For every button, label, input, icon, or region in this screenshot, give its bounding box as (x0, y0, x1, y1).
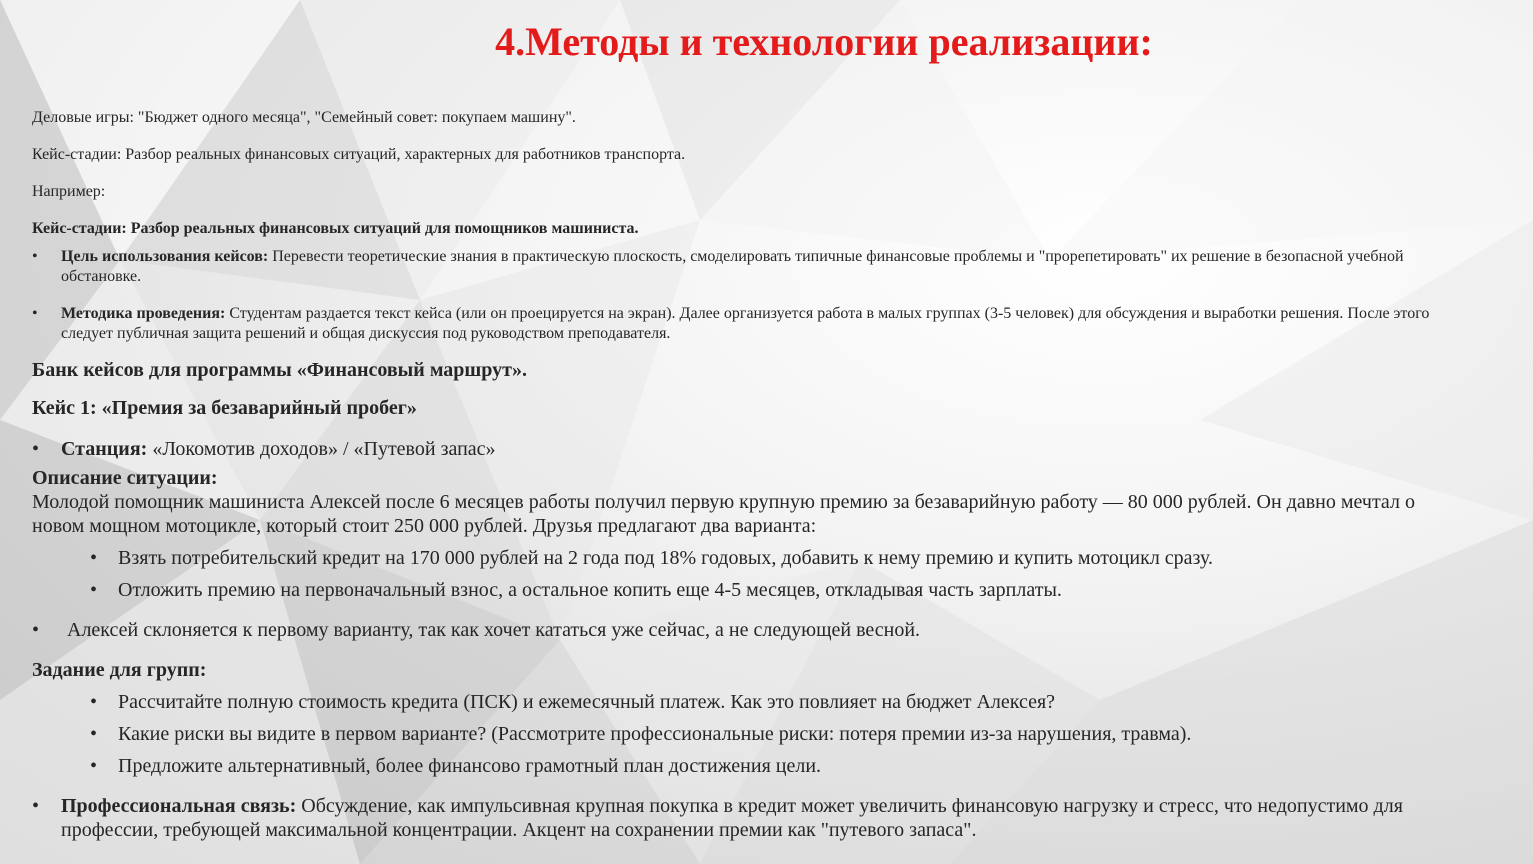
example-label: Например: (32, 183, 106, 200)
task-item: • Рассчитайте полную стоимость кредита (ПСК) и ежемесячный платеж. Как это повлияет на бюджет Алексея? (32, 690, 1452, 714)
option-item: • Взять потребительский кредит на 170 000 рублей на 2 года под 18% годовых, добавить к нему премию и купить мотоцикл сразу. (32, 546, 1452, 570)
slide-title: 4.Методы и технологии реализации: (495, 19, 1153, 64)
bullet-case-goal (32, 247, 1452, 287)
task-item: • Какие риски вы видите в первом варианте? (Рассмотрите профессиональные риски: потеря премии из-за нарушения, травма). (32, 722, 1452, 746)
bullet-method (32, 304, 1452, 344)
case-bank-heading: Банк кейсов для программы «Финансовый маршрут». (32, 359, 527, 381)
bullet-case-goal-text: Перевести теоретические знания в практическую плоскость, смоделировать типичные финансовые проблемы и "прорепетировать" их решение в безопасной учебной обстановке. (61, 248, 1404, 285)
slide-body (32, 106, 1452, 842)
bullet-case-goal-label: Цель использования кейсов: (61, 248, 269, 265)
station-text: «Локомотив доходов» / «Путевой запас» (147, 438, 496, 460)
alexey-note: • Алексей склоняется к первому варианту, так как хочет кататься уже сейчас, а не следующей весной. (32, 618, 1452, 642)
business-games-text: Деловые игры: "Бюджет одного месяца", "Семейный совет: покупаем машину". (32, 109, 576, 126)
station-label: Станция: (61, 438, 148, 460)
bullet-method-label: Методика проведения: (61, 305, 226, 322)
professional-link-text: Обсуждение, как импульсивная крупная покупка в кредит может увеличить финансовую нагрузку и стресс, что недопустимо для профессии, требующей максимальной концентрации. Акцент на сохранении премии как "путевого запаса". (61, 795, 1403, 841)
situation-heading: Описание ситуации: (32, 467, 218, 489)
professional-link-label: Профессиональная связь: (61, 795, 297, 817)
case-studies-heading: Кейс-стадии: Разбор реальных финансовых ситуаций для помощников машиниста. (32, 220, 639, 237)
situation-text: Молодой помощник машиниста Алексей после 6 месяцев работы получил первую крупную премию за безаварийную работу — 80 000 рублей. Он давно мечтал о новом мощном мотоцикле, который стоит 250 000 рублей. Друзья предлагают два варианта: (32, 491, 1415, 537)
case-1-heading: Кейс 1: «Премия за безаварийный пробег» (32, 397, 417, 419)
bullet-station (32, 437, 1452, 461)
bullet-method-text: Студентам раздается текст кейса (или он проецируется на экран). Далее организуется работа в малых группах (3-5 человек) для обсуждения и выработки решения. После этого следует публичная защита решений и общая дискуссия под руководством преподавателя. (61, 305, 1430, 342)
task-item: • Предложите альтернативный, более финансово грамотный план достижения цели. (32, 754, 1452, 778)
option-item: • Отложить премию на первоначальный взнос, а остальное копить еще 4-5 месяцев, откладывая часть зарплаты. (32, 578, 1452, 602)
task-heading: Задание для групп: (32, 659, 207, 681)
bullet-professional-link (32, 794, 1452, 842)
case-studies-text: Кейс-стадии: Разбор реальных финансовых ситуаций, характерных для работников транспорта. (32, 146, 686, 163)
